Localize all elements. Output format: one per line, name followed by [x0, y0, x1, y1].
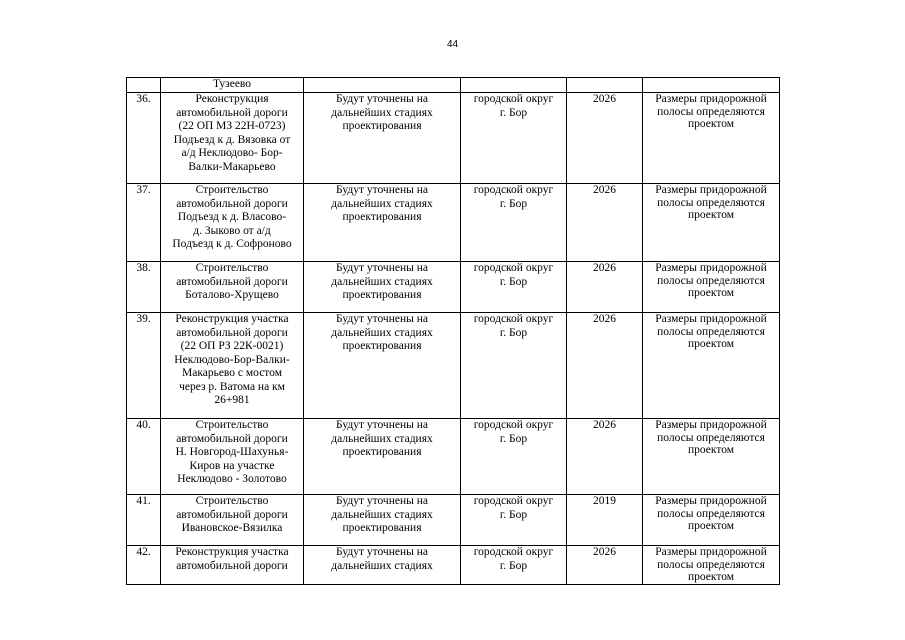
row-number-cell — [127, 93, 161, 184]
row-number-cell — [127, 313, 161, 419]
year-cell — [567, 313, 643, 419]
note-line: полосы определяются — [657, 507, 765, 520]
page-number: 44 — [446, 39, 459, 50]
row-number: 40. — [136, 419, 151, 431]
location-line: г. Бор — [499, 106, 528, 119]
table-row — [127, 184, 780, 262]
object-name-cell — [161, 495, 304, 546]
object-name-line: Валки-Макарьево — [188, 160, 276, 173]
year: 2026 — [593, 419, 616, 431]
row-number-cell — [127, 495, 161, 546]
note-cell — [643, 184, 780, 262]
object-name-line: автомобильной дороги — [176, 559, 288, 572]
parameters-line: Будут уточнены на — [336, 184, 428, 196]
note-line: полосы определяются — [657, 105, 765, 118]
row-number: 39. — [136, 313, 151, 325]
note-line: проектом — [687, 209, 735, 221]
object-name-line: автомобильной дороги — [176, 508, 288, 521]
location-line: городской округ — [473, 184, 554, 196]
location-cell — [461, 546, 567, 585]
object-name-cell — [161, 313, 304, 419]
parameters-line: дальнейших стадиях — [331, 197, 433, 210]
location-cell — [461, 93, 567, 184]
object-name-line: Реконструкция участка — [175, 546, 289, 558]
note-cell — [643, 93, 780, 184]
parameters-line: дальнейших стадиях — [331, 275, 433, 288]
note-line: проектом — [687, 444, 735, 456]
parameters-line: проектирования — [342, 446, 422, 458]
parameters-line: Будут уточнены на — [336, 419, 428, 431]
note-line: полосы определяются — [657, 274, 765, 287]
object-name-line: Строительство — [195, 495, 269, 507]
location-line: г. Бор — [499, 326, 528, 339]
object-name-line: Боталово-Хрущево — [185, 289, 279, 301]
parameters-line: проектирования — [342, 340, 422, 352]
parameters-cell — [304, 495, 461, 546]
row-number: 38. — [136, 262, 151, 274]
note-cell — [643, 313, 780, 419]
location-cell — [461, 313, 567, 419]
note-line: Размеры придорожной — [655, 184, 767, 196]
parameters-line: дальнейших стадиях — [331, 106, 433, 119]
object-name-line: 26+981 — [214, 394, 250, 406]
parameters-line: Будут уточнены на — [336, 495, 428, 507]
parameters-line: Будут уточнены на — [336, 93, 428, 105]
note-line: полосы определяются — [657, 325, 765, 338]
parameters-line: дальнейших стадиях — [331, 326, 433, 339]
location-line: городской округ — [473, 262, 554, 274]
location-line: г. Бор — [499, 559, 528, 572]
object-name-cell — [161, 262, 304, 313]
note-line: проектом — [687, 338, 735, 350]
parameters-line: Будут уточнены на — [336, 262, 428, 274]
table-row — [127, 313, 780, 419]
object-name-line: через р. Ватома на км — [179, 380, 285, 393]
note-line: Размеры придорожной — [655, 262, 767, 274]
object-name-line: автомобильной дороги — [176, 197, 288, 210]
year-cell — [567, 495, 643, 546]
year: 2026 — [593, 546, 616, 558]
year: 2026 — [593, 313, 616, 325]
object-name-line: Неклюдово - Золотово — [177, 473, 287, 485]
parameters-line: дальнейших стадиях — [331, 432, 433, 445]
note-line: полосы определяются — [657, 431, 765, 444]
year-cell — [567, 78, 643, 93]
location-cell — [461, 78, 567, 93]
parameters-line: проектирования — [342, 120, 422, 132]
location-cell — [461, 262, 567, 313]
location-line: городской округ — [473, 419, 554, 431]
row-number: 36. — [136, 93, 151, 105]
object-name-line: Н. Новгород-Шахунья- — [175, 446, 289, 458]
table-row — [127, 546, 780, 585]
note-line: Размеры придорожной — [655, 93, 767, 105]
parameters-line: Будут уточнены на — [336, 313, 428, 325]
location-cell — [461, 184, 567, 262]
object-name-cell — [161, 184, 304, 262]
object-name-cell — [161, 419, 304, 495]
year-cell — [567, 419, 643, 495]
year: 2026 — [593, 184, 616, 196]
object-name: Тузеево — [212, 78, 252, 90]
row-number: 42. — [136, 546, 151, 558]
parameters-line: проектирования — [342, 522, 422, 534]
object-name-line: Подъезд к д. Власово- — [177, 211, 287, 223]
location-line: г. Бор — [499, 275, 528, 288]
parameters-line: Будут уточнены на — [336, 546, 428, 558]
parameters-cell — [304, 93, 461, 184]
object-name-cell — [161, 78, 304, 93]
object-name-line: (22 ОП РЗ 22К-0021) — [180, 340, 284, 352]
year: 2026 — [593, 93, 616, 105]
year-cell — [567, 262, 643, 313]
object-name-line: Ивановское-Вязилка — [181, 522, 283, 534]
row-number-cell — [127, 546, 161, 585]
location-line: г. Бор — [499, 432, 528, 445]
location-line: городской округ — [473, 495, 554, 507]
parameters-cell — [304, 546, 461, 585]
object-name-line: Строительство — [195, 262, 269, 274]
parameters-line: проектирования — [342, 211, 422, 223]
note-line: проектом — [687, 118, 735, 130]
object-name-line: автомобильной дороги — [176, 432, 288, 445]
parameters-cell — [304, 184, 461, 262]
note-line: полосы определяются — [657, 558, 765, 571]
row-number-cell — [127, 78, 161, 93]
note-cell — [643, 262, 780, 313]
parameters-line: дальнейших стадиях — [331, 559, 433, 572]
note-cell — [643, 419, 780, 495]
object-name-line: Реконструкция — [195, 93, 269, 105]
object-name-line: а/д Неклюдово- Бор- — [181, 147, 283, 159]
object-name-line: Макарьево с мостом — [181, 367, 282, 379]
parameters-line: проектирования — [342, 289, 422, 301]
object-name-line: Неклюдово-Бор-Валки- — [174, 353, 290, 366]
table-row — [127, 495, 780, 546]
table-row — [127, 419, 780, 495]
object-name-line: автомобильной дороги — [176, 106, 288, 119]
row-number: 37. — [136, 184, 151, 196]
year: 2026 — [593, 262, 616, 274]
parameters-cell — [304, 313, 461, 419]
location-line: городской округ — [473, 93, 554, 105]
table-row — [127, 93, 780, 184]
parameters-line: дальнейших стадиях — [331, 508, 433, 521]
location-cell — [461, 495, 567, 546]
note-line: Размеры придорожной — [655, 495, 767, 507]
row-number: 41. — [136, 495, 151, 507]
table-row — [127, 262, 780, 313]
object-name-line: автомобильной дороги — [176, 326, 288, 339]
note-line: проектом — [687, 571, 735, 583]
object-name-line: Строительство — [195, 184, 269, 196]
note-line: Размеры придорожной — [655, 313, 767, 325]
year-cell — [567, 546, 643, 585]
object-name-line: (22 ОП МЗ 22Н-0723) — [178, 120, 286, 132]
object-name-cell — [161, 93, 304, 184]
object-name-cell — [161, 546, 304, 585]
note-cell — [643, 78, 780, 93]
object-name-line: Подъезд к д. Софроново — [172, 238, 292, 250]
object-name-line: Подъезд к д. Вязовка от — [173, 133, 291, 146]
note-line: полосы определяются — [657, 196, 765, 209]
location-line: городской округ — [473, 313, 554, 325]
parameters-cell — [304, 419, 461, 495]
object-name-line: д. Зыково от а/д — [193, 224, 271, 237]
year-cell — [567, 93, 643, 184]
object-name-line: Киров на участке — [189, 459, 275, 472]
note-line: Размеры придорожной — [655, 419, 767, 431]
object-name-line: Строительство — [195, 419, 269, 431]
location-line: городской округ — [473, 546, 554, 558]
location-cell — [461, 419, 567, 495]
note-line: проектом — [687, 287, 735, 299]
year: 2019 — [593, 495, 616, 507]
object-name-line: Реконструкция участка — [175, 313, 289, 325]
continuation-row — [127, 78, 780, 93]
note-line: Размеры придорожной — [655, 546, 767, 558]
row-number-cell — [127, 262, 161, 313]
row-number-cell — [127, 419, 161, 495]
object-name-line: автомобильной дороги — [176, 275, 288, 288]
location-line: г. Бор — [499, 508, 528, 521]
location-line: г. Бор — [499, 197, 528, 210]
note-line: проектом — [687, 520, 735, 532]
planning-table — [126, 77, 780, 585]
year-cell — [567, 184, 643, 262]
parameters-cell — [304, 78, 461, 93]
parameters-cell — [304, 262, 461, 313]
note-cell — [643, 495, 780, 546]
row-number-cell — [127, 184, 161, 262]
note-cell — [643, 546, 780, 585]
